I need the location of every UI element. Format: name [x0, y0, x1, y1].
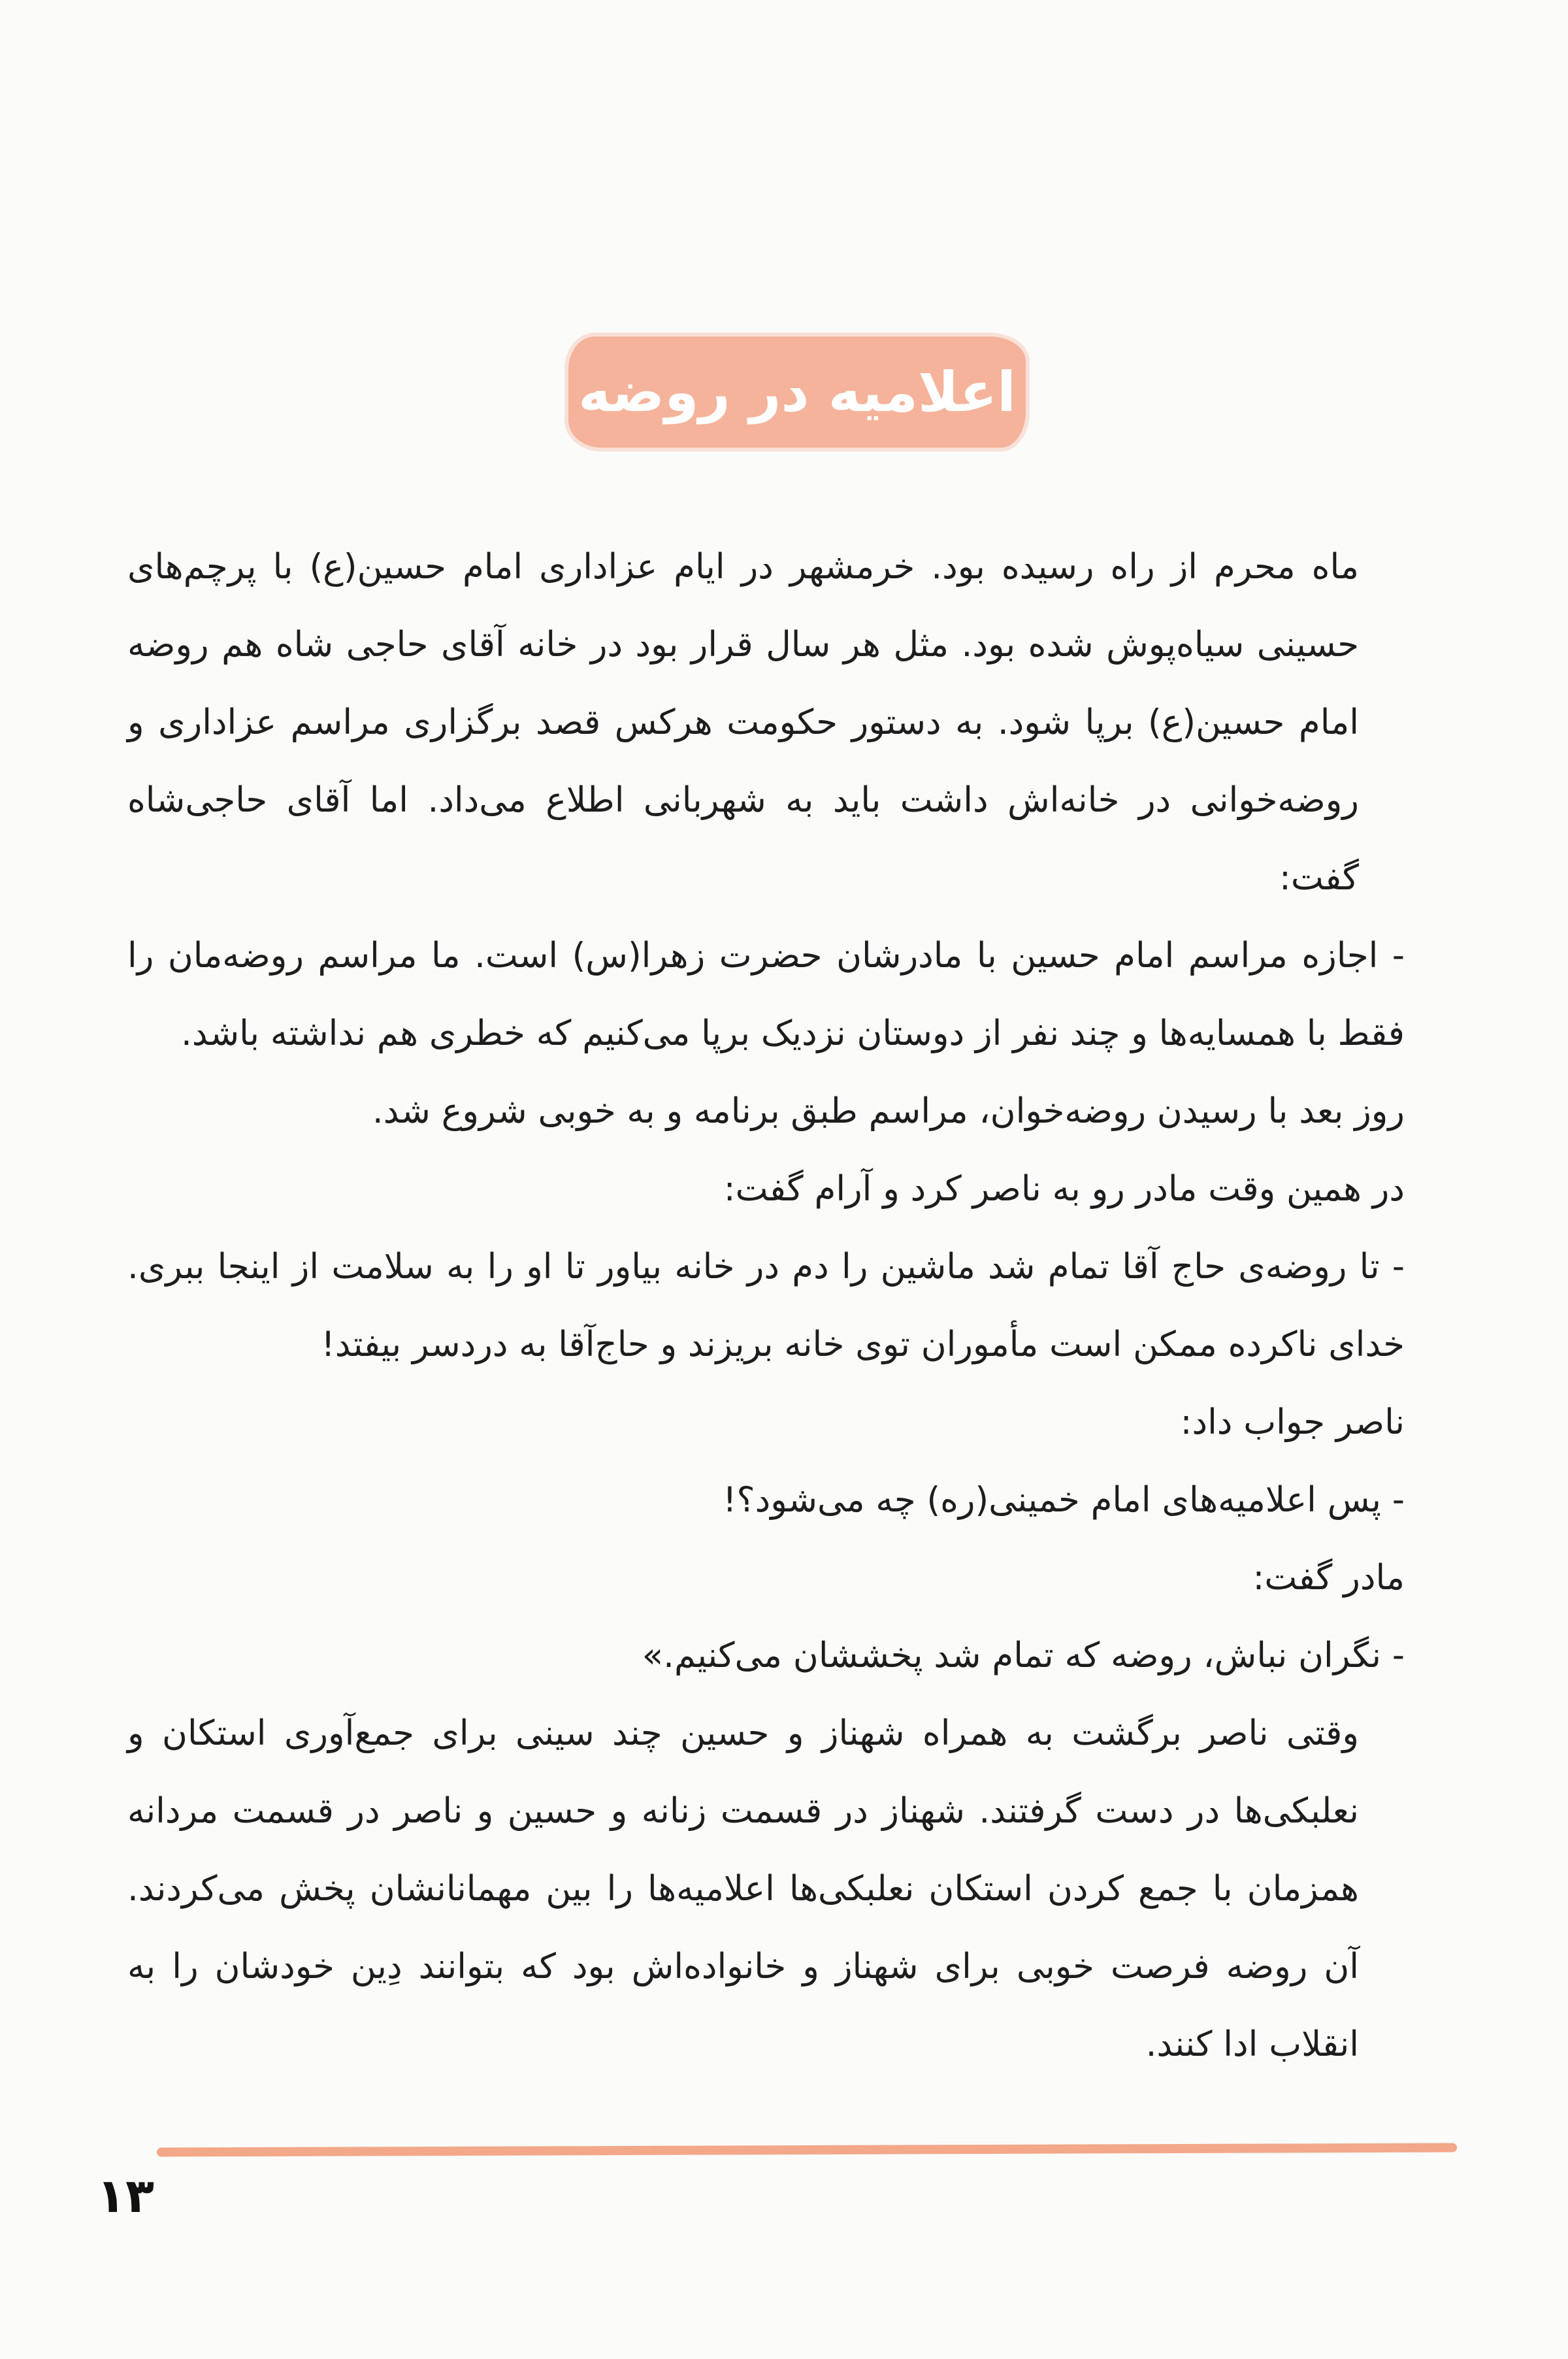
paragraph: روز بعد با رسیدن روضه‌خوان، مراسم طبق برنامه و به خوبی شروع شد.	[372, 1091, 1405, 1131]
paragraph: مادر گفت:	[1252, 1558, 1405, 1598]
page-number: ۱۳	[97, 2168, 154, 2223]
chapter-title-banner	[568, 337, 1026, 448]
paragraph: ناصر جواب داد:	[1180, 1402, 1405, 1442]
paragraph: وقتی ناصر برگشت به همراه شهناز و حسین چند سینی برای جمع‌آوری استکان و نعلبکی‌ها در دست گرفتند. شهناز در قسمت زنانه و حسین و ناصر در قسمت مردانه همزمان با جمع کردن استکان نعلبکی‌ها اعلامیه‌ها را بین مهمانانشان پخش می‌کردند. آن روضه فرصت خوبی برای شهناز و خانواده‌اش بود که بتوانند دِین خودشان را به انقلاب ادا کنند.	[127, 1713, 1359, 2064]
paragraph: - پس اعلامیه‌های امام خمینی(ره) چه می‌شود؟!	[723, 1480, 1405, 1520]
paragraph: - نگران نباش، روضه که تمام شد پخششان می‌کنیم.»	[642, 1636, 1405, 1675]
body-text	[127, 528, 1450, 2083]
paragraph: ماه محرم از راه رسیده بود. خرمشهر در ایام عزاداری امام حسین(ع) با پرچم‌های حسینی سیاه‌پوش شده بود. مثل هر سال قرار بود در خانه آقای حاجی شاه هم روضه امام حسین(ع) برپا شود. به دستور حکومت هرکس قصد برگزاری مراسم عزاداری و روضه‌خوانی در خانه‌اش داشت باید به شهربانی اطلاع می‌داد. اما آقای حاجی‌شاه گفت:	[127, 547, 1359, 898]
footer-rule	[157, 2143, 1457, 2157]
chapter-title: اعلامیه در روضه	[578, 360, 1016, 424]
paragraph: - اجازه مراسم امام حسین با مادرشان حضرت زهرا(س) است. ما مراسم روضه‌مان را فقط با همسایه‌ها و چند نفر از دوستان نزدیک برپا می‌کنیم که خطری هم نداشته باشد.	[127, 936, 1405, 1053]
paragraph: در همین وقت مادر رو به ناصر کرد و آرام گفت:	[723, 1169, 1405, 1209]
paragraph: - تا روضه‌ی حاج آقا تمام شد ماشین را دم در خانه بیاور تا او را به سلامت از اینجا ببری. خدای ناکرده ممکن است مأموران توی خانه بریزند و حاج‌آقا به دردسر بیفتد!	[127, 1247, 1405, 1364]
